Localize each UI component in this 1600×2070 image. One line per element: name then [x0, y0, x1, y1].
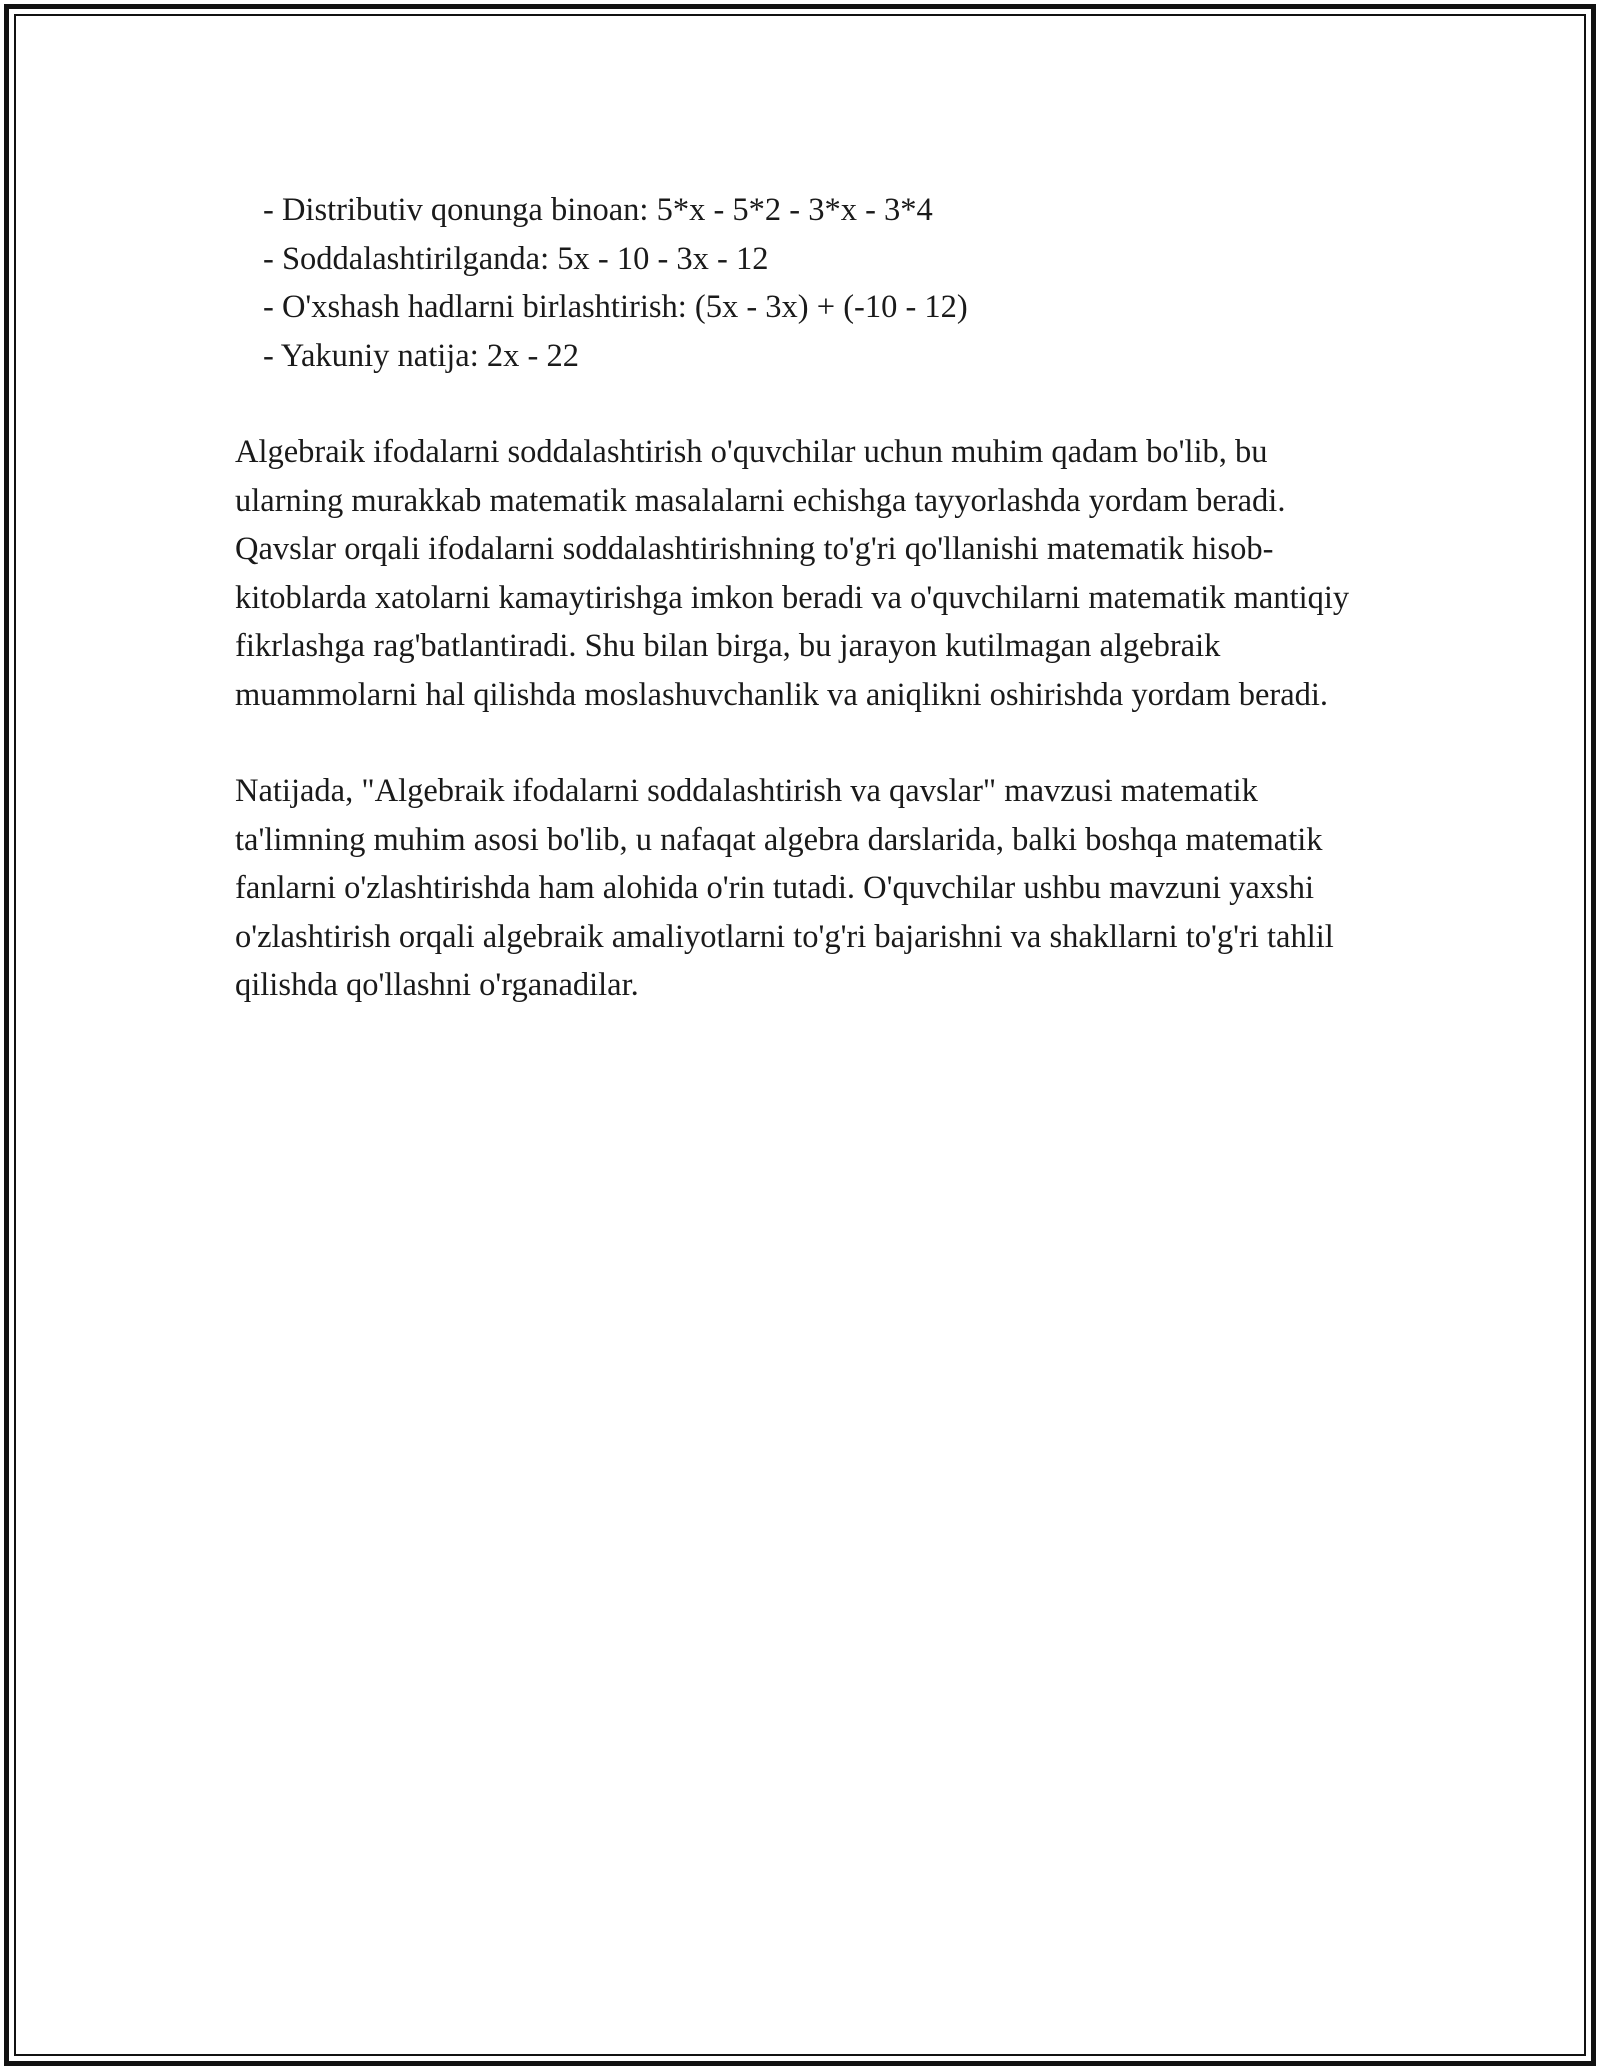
step-item: - Distributiv qonunga binoan: 5*x - 5*2 - 3*x - 3*4 — [263, 192, 933, 228]
simplification-steps — [263, 186, 1365, 380]
step-item: - Soddalashtirilganda: 5x - 10 - 3x - 12 — [263, 240, 769, 277]
paragraph-conclusion: Natijada, "Algebraik ifodalarni soddalashtirish va qavslar" mavzusi matematik ta'limning muhim asosi bo'lib, u nafaqat algebra darslarida, balki boshqa matematik fanlarni o'zlashtirishda ham alohida o'rin tutadi. O'quvchilar ushbu mavzuni yaxshi o'zlashtirish orqali algebraik amaliyotlarni to'g'ri bajarishni va shakllarni to'g'ri tahlil qilishda qo'llashni o'rganadilar. — [235, 773, 1334, 1003]
step-item: - Yakuniy natija: 2x - 22 — [263, 337, 579, 374]
document-body — [235, 186, 1365, 1058]
step-item: - O'xshash hadlarni birlashtirish: (5x - 3x) + (-10 - 12) — [263, 289, 968, 325]
paragraph-importance: Algebraik ifodalarni soddalashtirish o'quvchilar uchun muhim qadam bo'lib, bu ularning murakkab matematik masalalarni echishga tayyorlashda yordam beradi. Qavslar orqali ifodalarni soddalashtirishning to'g'ri qo'llanishi matematik hisob-kitoblarda xatolarni kamaytirishga imkon beradi va o'quvchilarni matematik mantiqiy fikrlashga rag'batlantiradi. Shu bilan birga, bu jarayon kutilmagan algebraik muammolarni hal qilishda moslashuvchanlik va aniqlikni oshirishda yordam beradi. — [235, 434, 1350, 713]
